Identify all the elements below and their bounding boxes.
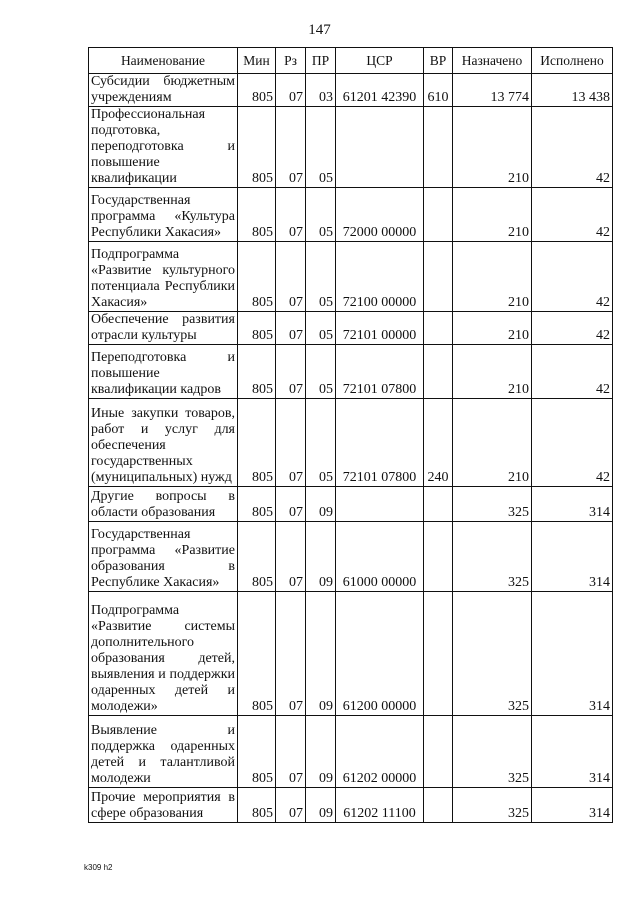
row-vr (424, 242, 453, 312)
row-assigned: 325 (453, 716, 532, 788)
row-executed: 42 (532, 399, 613, 487)
row-csr: 72100 00000 (336, 242, 424, 312)
row-name: Прочие мероприятия в сфере образования (89, 788, 238, 823)
row-rz: 07 (276, 345, 306, 399)
row-assigned: 210 (453, 345, 532, 399)
header-rz: Рз (276, 48, 306, 74)
row-name: Выявление и поддержка одаренных детей и талантливой молодежи (89, 716, 238, 788)
header-csr: ЦСР (336, 48, 424, 74)
row-csr: 72101 00000 (336, 312, 424, 345)
header-assigned: Назначено (453, 48, 532, 74)
row-rz: 07 (276, 716, 306, 788)
row-vr: 610 (424, 74, 453, 107)
row-name: Переподготовка и повышение квалификации кадров (89, 345, 238, 399)
row-pr: 09 (306, 487, 336, 522)
row-csr: 61202 00000 (336, 716, 424, 788)
row-rz: 07 (276, 74, 306, 107)
header-name: Наименование (89, 48, 238, 74)
header-vr: ВР (424, 48, 453, 74)
row-executed: 42 (532, 345, 613, 399)
row-min: 805 (238, 716, 276, 788)
row-executed: 314 (532, 716, 613, 788)
row-executed: 314 (532, 487, 613, 522)
row-rz: 07 (276, 312, 306, 345)
row-pr: 05 (306, 399, 336, 487)
table-row (89, 592, 613, 716)
row-rz: 07 (276, 242, 306, 312)
row-assigned: 210 (453, 312, 532, 345)
row-vr (424, 788, 453, 823)
row-min: 805 (238, 188, 276, 242)
header-pr: ПР (306, 48, 336, 74)
table-row (89, 74, 613, 107)
row-name: Обеспечение развития отрасли культуры (89, 312, 238, 345)
row-assigned: 210 (453, 107, 532, 188)
row-min: 805 (238, 522, 276, 592)
row-min: 805 (238, 74, 276, 107)
row-vr (424, 522, 453, 592)
row-executed: 42 (532, 242, 613, 312)
row-name: Государственная программа «Культура Республики Хакасия» (89, 188, 238, 242)
row-rz: 07 (276, 487, 306, 522)
row-vr (424, 188, 453, 242)
row-vr (424, 312, 453, 345)
row-min: 805 (238, 399, 276, 487)
table-row (89, 312, 613, 345)
row-min: 805 (238, 345, 276, 399)
row-executed: 42 (532, 312, 613, 345)
row-csr: 72101 07800 (336, 345, 424, 399)
row-pr: 05 (306, 107, 336, 188)
table-row (89, 522, 613, 592)
row-name: Государственная программа «Развитие образования в Республике Хакасия» (89, 522, 238, 592)
row-vr: 240 (424, 399, 453, 487)
row-pr: 09 (306, 522, 336, 592)
row-csr: 61201 42390 (336, 74, 424, 107)
row-executed: 42 (532, 188, 613, 242)
row-assigned: 325 (453, 487, 532, 522)
row-rz: 07 (276, 107, 306, 188)
row-rz: 07 (276, 399, 306, 487)
row-name: Профессиональная подготовка, переподготовка и повышение квалификации (89, 107, 238, 188)
row-rz: 07 (276, 788, 306, 823)
row-vr (424, 716, 453, 788)
row-csr: 61000 00000 (336, 522, 424, 592)
row-pr: 03 (306, 74, 336, 107)
row-executed: 42 (532, 107, 613, 188)
row-pr: 09 (306, 716, 336, 788)
row-pr: 05 (306, 242, 336, 312)
row-vr (424, 487, 453, 522)
row-min: 805 (238, 107, 276, 188)
table-row (89, 345, 613, 399)
row-assigned: 210 (453, 399, 532, 487)
row-executed: 13 438 (532, 74, 613, 107)
table-row (89, 487, 613, 522)
row-rz: 07 (276, 188, 306, 242)
table-row (89, 188, 613, 242)
row-assigned: 13 774 (453, 74, 532, 107)
row-executed: 314 (532, 522, 613, 592)
table-body (89, 74, 613, 823)
row-assigned: 325 (453, 522, 532, 592)
row-min: 805 (238, 312, 276, 345)
row-pr: 05 (306, 312, 336, 345)
row-min: 805 (238, 487, 276, 522)
row-min: 805 (238, 592, 276, 716)
row-name: Субсидии бюджетным учреждениям (89, 74, 238, 107)
row-assigned: 325 (453, 788, 532, 823)
row-csr: 61202 11100 (336, 788, 424, 823)
row-csr: 61200 00000 (336, 592, 424, 716)
budget-table (88, 47, 613, 823)
table-row (89, 788, 613, 823)
table-row (89, 242, 613, 312)
row-csr (336, 487, 424, 522)
row-min: 805 (238, 242, 276, 312)
footer-code: k309 h2 (84, 863, 113, 872)
table-row (89, 399, 613, 487)
row-name: Подпрограмма «Развитие культурного потенциала Республики Хакасия» (89, 242, 238, 312)
row-pr: 05 (306, 188, 336, 242)
header-min: Мин (238, 48, 276, 74)
row-name: Иные закупки товаров, работ и услуг для обеспечения государственных (муниципальных) нужд (89, 399, 238, 487)
row-rz: 07 (276, 592, 306, 716)
table-row (89, 107, 613, 188)
row-name: Подпрограмма «Развитие системы дополнительного образования детей, выявления и поддержки одаренных детей и молодежи» (89, 592, 238, 716)
row-vr (424, 345, 453, 399)
row-assigned: 210 (453, 242, 532, 312)
row-csr: 72101 07800 (336, 399, 424, 487)
table-row (89, 716, 613, 788)
row-vr (424, 107, 453, 188)
row-pr: 09 (306, 788, 336, 823)
row-csr: 72000 00000 (336, 188, 424, 242)
table-header-row (89, 48, 613, 74)
row-executed: 314 (532, 788, 613, 823)
row-name: Другие вопросы в области образования (89, 487, 238, 522)
row-assigned: 210 (453, 188, 532, 242)
row-pr: 05 (306, 345, 336, 399)
header-executed: Исполнено (532, 48, 613, 74)
row-csr (336, 107, 424, 188)
page-number: 147 (308, 22, 331, 38)
row-vr (424, 592, 453, 716)
row-assigned: 325 (453, 592, 532, 716)
row-min: 805 (238, 788, 276, 823)
row-rz: 07 (276, 522, 306, 592)
row-executed: 314 (532, 592, 613, 716)
row-pr: 09 (306, 592, 336, 716)
